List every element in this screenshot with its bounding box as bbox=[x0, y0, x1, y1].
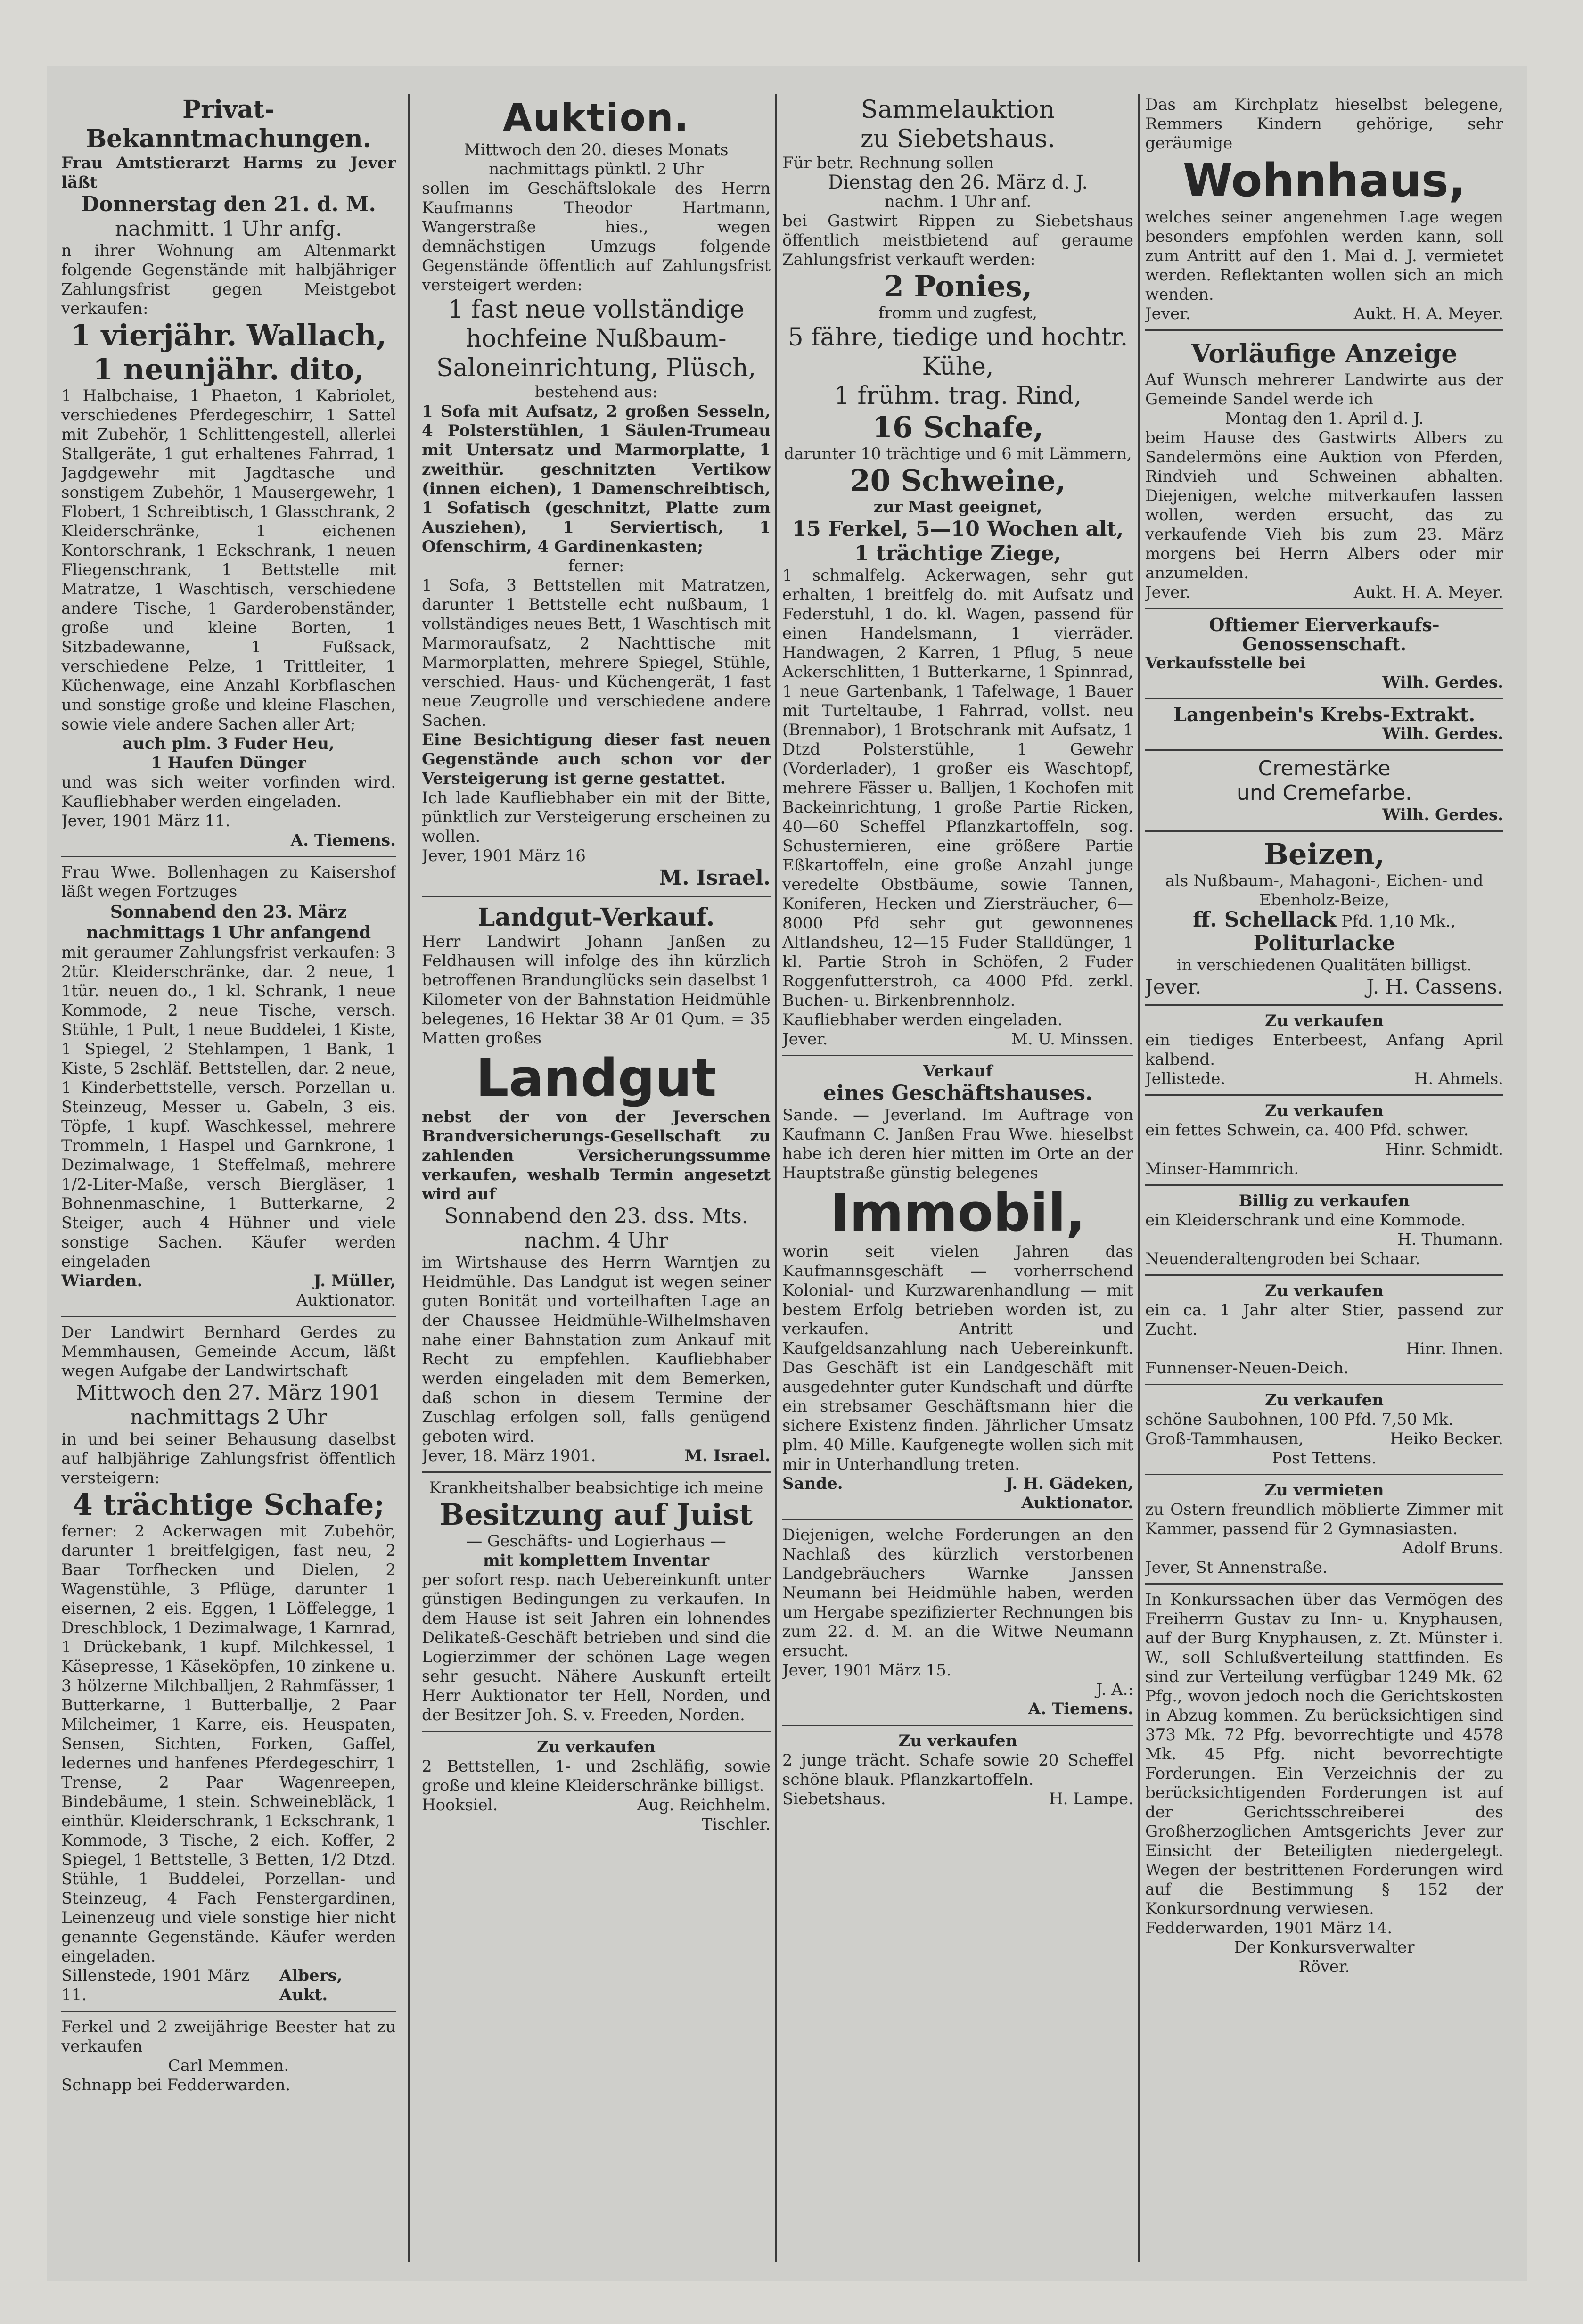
newspaper-page bbox=[47, 66, 1527, 2281]
divider bbox=[61, 2011, 396, 2012]
ad-time: nachmittags 2 Uhr bbox=[130, 1405, 328, 1429]
divider bbox=[1145, 1274, 1503, 1276]
column-2 bbox=[422, 94, 771, 2262]
ad-text: in verschiedenen Qualitäten billigst. bbox=[1176, 956, 1472, 975]
ad-bollenhagen bbox=[61, 862, 396, 1311]
ad-item: 1 Haufen Dünger bbox=[151, 754, 306, 772]
ad-text: ferner: bbox=[568, 557, 624, 575]
ad-signature: A. Tiemens. bbox=[1028, 1700, 1133, 1718]
ad-sammelauktion bbox=[782, 94, 1133, 1050]
ad-place: Jever, 1901 März 11. bbox=[61, 812, 230, 830]
ad-neumann bbox=[782, 1525, 1133, 1720]
ad-ahmels bbox=[1145, 1010, 1503, 1090]
ad-signature: Hinr. Ihnen. bbox=[1406, 1339, 1503, 1358]
ad-signature: J. H. Gädeken, bbox=[1005, 1474, 1133, 1493]
ad-heading: Vorläufige Anzeige bbox=[1191, 338, 1458, 369]
ad-role: Tischler. bbox=[701, 1815, 771, 1834]
column-rule bbox=[1138, 94, 1140, 2262]
ad-list: ferner: 2 Ackerwagen mit Zubehör, darunter 1 breitfelgigen, fast neu, 2 Baar Torfhecken und Dielen, 2 Wagenstühle, 3 Pflüge, darunter 1 eisernen, 2 eis. Eggen, 1 Löffelegge, 1 Dreschblock, 1 Dezimalwage, 1 Karnrad, 1 Drückebank, 1 kupf. Milchkessel, 1 Käsepresse, 1 Käseköpfen, 10 zinkene u. 3 hölzerne Milchballjen, 2 Rahmfässer, 1 Butterkarne, 1 Butterballje, 2 Paar Milcheimer, 1 Karre, eis. Heuspaten, Sensen, Sichten, Forken, Gaffel, ledernes und hanfenes Pferdegeschirr, 1 Trense, 2 Paar Wagenreepen, Bindebäume, 1 stein. Schweinebläck, 1 einthür. Kleiderschrank, 1 Eckschrank, 1 Kommode, 3 Tische, 2 eich. Koffer, 2 Spiegel, 1 Bettstelle, 3 Betten, 1/2 Dtzd. Stühle, 1 Buddelei, Porzellan- und Steinzeug, 4 Fach Fenstergardinen, Leinenzeug und viele sonstige hier nicht genannte Gegenstände. Käufer werden eingeladen. bbox=[61, 1522, 396, 1966]
ad-heading: Zu verkaufen bbox=[1265, 1391, 1384, 1410]
ad-place: Schnapp bei Fedderwarden. bbox=[61, 2076, 291, 2094]
ad-text: sollen im Geschäftslokale des Herrn Kaufmanns Theodor Hartmann, Wangerstraße hies., wegen demnächstigen Umzugs folgende Gegenstände öffentlich auf Zahlungsfrist versteigert werden: bbox=[422, 179, 771, 295]
ad-text: In Konkurssachen über das Vermögen des Freiherrn Gustav zu Inn- u. Knyphausen, auf der Burg Knyphausen, z. Zt. Münster i. W., soll Schlußverteilung stattfinden. Es sind zur Verteilung verfügbar 1249 Mk. 62 Pfg., wovon jedoch noch die Gerichtskosten in Abzug kommen. Zu berücksichtigen sind 373 Mk. 72 Pfg. bevorrechtigte und 4578 Mk. 45 Pfg. nicht bevorrechtigte Forderungen. Ein Verzeichnis der zu berücksichtigenden Forderungen ist auf der Gerichtsschreiberei des Großherzoglichen Amtsgerichts Jever zur Einsicht der Beteiligten niedergelegt. Wegen der bestrittenen Forderungen wird auf die Bestimmung § 152 der Konkursordnung verwiesen. bbox=[1145, 1590, 1503, 1918]
ad-place: Fedderwarden, 1901 März 14. bbox=[1145, 1919, 1393, 1938]
ad-signature: Carl Memmen. bbox=[168, 2056, 289, 2075]
ad-beizen bbox=[1145, 837, 1503, 1000]
column-rule bbox=[408, 94, 410, 2262]
ad-intro: Der Landwirt Bernhard Gerdes zu Memmhausen, Gemeinde Accum, läßt wegen Aufgabe der Landwirtschaft bbox=[61, 1323, 396, 1380]
ad-signature: Aukt. H. A. Meyer. bbox=[1353, 583, 1503, 602]
ad-thumann bbox=[1145, 1191, 1503, 1270]
ad-item: 1 trächtige Ziege, bbox=[854, 542, 1061, 566]
ad-heading: Zu verkaufen bbox=[1265, 1281, 1384, 1300]
ad-text: per sofort resp. nach Uebereinkunft unter günstigen Bedingungen zu verkaufen. In dem Hause ist seit Jahren ein lohnendes Delikateß-Geschäft betrieben und sind die Logierzimmer der schönen Lage wegen sehr gesucht. Nähere Auskunft erteilt Herr Auktionator ter Hell, Norden, und der Besitzer Joh. S. v. Freeden, Norden. bbox=[422, 1570, 771, 1725]
ad-text: schöne Saubohnen, 100 Pfd. 7,50 Mk. bbox=[1145, 1410, 1454, 1429]
ad-price: Pfd. 1,10 Mk., bbox=[1341, 912, 1456, 931]
ad-time: nachmittags pünktl. 2 Uhr bbox=[489, 160, 704, 179]
divider bbox=[782, 1519, 1133, 1520]
ad-signature: Aukt. H. A. Meyer. bbox=[1353, 304, 1503, 323]
ad-heading: Auktion. bbox=[502, 96, 690, 140]
ad-time: nachmitt. 1 Uhr anfg. bbox=[115, 217, 343, 241]
ad-role: Der Konkursverwalter bbox=[1234, 1938, 1415, 1957]
ad-geschaeftshaus bbox=[782, 1061, 1133, 1514]
ad-date: Montag den 1. April d. J. bbox=[1225, 409, 1424, 428]
ad-list: 1 schmalfelg. Ackerwagen, sehr gut erhalten, 1 breitfelg do. mit Aufsatz und Federstuhl, 1 do. kl. Wagen, passend für einen Handelsmann, 1 vierräder. Handwagen, 2 Karren, 1 Pflug, 5 neue Ackerschlitten, 1 Butterkarne, 1 Spinnrad, 1 neue Gartenbank, 1 Tafelwage, 1 Bauer mit Turteltaube, 1 Fahrrad, vollst. neu (Brennabor), 1 Brotschrank mit Aufsatz, 1 Dtzd Polsterstühle, 1 Gewehr (Vorderlader), 1 großer eis Waschtopf, mehrere Fässer u. Balljen, 1 Kochofen mit Backeinrichtung, 1 große Partie Ricken, 40—60 Scheffel Pflanzkartoffeln, sog. Schusternieren, eine größere Partie Eßkartoffeln, eine große Anzahl junge veredelte Obstbäume, sowie Tannen, Koniferen, Hecken und Ziersträucher, 6—8000 Pfd sehr gut gewonnenes Altlandsheu, 12—15 Fuder Stalldünger, 1 kl. Partie Stroh in Schöfen, 2 Fuder Roggenfutterstroh, ca 4000 Pfd. zerkl. Buchen- u. Birkenbrennholz. bbox=[782, 566, 1133, 1010]
ad-landgut bbox=[422, 902, 771, 1467]
ad-item: 1 vierjähr. Wallach, bbox=[70, 318, 387, 353]
ad-place: Minser-Hammrich. bbox=[1145, 1159, 1299, 1178]
ad-text: mit geraumer Zahlungsfrist verkaufen: 3 2tür. Kleiderschränke, dar. 2 neue, 1 1tür. neuen do., 1 kl. Schrank, 1 neue Kommode, 2 neue Tische, versch. Stühle, 1 Pult, 1 neue Buddelei, 1 Kiste, 1 Spiegel, 2 Stehlampen, 1 Bank, 1 Kiste, 5 2schläf. Bettstellen, dar. 2 neue, 1 Kinderbettstelle, versch. Porzellan u. Steinzeug, Messer u. Gabeln, 3 eis. Töpfe, 1 kupf. Waschkessel, mehrere Trommeln, 1 Haspel und Garnkrone, 1 Dezimalwage, 1 Steffelmaß, mehrere 1/2-Liter-Maße, versch Biergläser, 1 Bohnenmaschine, 1 Butterkarne, 2 Steiger, auch 4 Hühner und viele sonstige Sachen. Käufer werden eingeladen bbox=[61, 943, 396, 1271]
ad-place: Neuenderaltengroden bei Schaar. bbox=[1145, 1249, 1420, 1268]
divider bbox=[422, 1731, 771, 1732]
ad-signature: Wilh. Gerdes. bbox=[1382, 805, 1503, 824]
ad-vorlaeufige-anzeige bbox=[1145, 336, 1503, 603]
ad-time: nachm. 1 Uhr anf. bbox=[884, 192, 1032, 211]
ad-signature: Albers, Aukt. bbox=[279, 1966, 343, 2004]
ad-heading: Zu vermieten bbox=[1264, 1481, 1384, 1500]
ad-juist bbox=[422, 1478, 771, 1726]
ad-signature: M. Israel. bbox=[684, 1446, 771, 1465]
ad-heading: Landgut-Verkauf. bbox=[477, 903, 715, 932]
ad-text: zu Ostern freundlich möblierte Zimmer mit Kammer, passend für 2 Gymnasiasten. bbox=[1145, 1500, 1503, 1538]
ad-text: Sande. — Jeverland. Im Auftrage von Kaufmann C. Janßen Frau Wwe. hieselbst habe ich deren hier mitten im Orte an der Hauptstraße günstig belegenes bbox=[782, 1106, 1133, 1183]
ad-note: Eine Besichtigung dieser fast neuen Gegenstände auch schon vor der Versteigerung ist gerne gestattet. bbox=[422, 731, 771, 788]
ad-text: Kaufliebhaber werden eingeladen. bbox=[782, 1010, 1063, 1029]
ad-text: nebst der von der Jeverschen Brandversicherungs-Gesellschaft zu zahlenden Versicherungssumme verkaufen, weshalb Termin angesetzt wird auf bbox=[422, 1108, 771, 1204]
ad-intro: Das am Kirchplatz hieselbst belegene, Remmers Kindern gehörige, sehr geräumige bbox=[1145, 95, 1503, 153]
ad-text: bestehend aus: bbox=[534, 383, 658, 402]
ad-signature: M. Israel. bbox=[659, 866, 771, 890]
ad-text: ein fettes Schwein, ca. 400 Pfd. schwer. bbox=[1145, 1121, 1469, 1140]
ad-item-note: zur Mast geeignet, bbox=[873, 498, 1042, 517]
ad-text: bei Gastwirt Rippen zu Siebetshaus öffentlich meistbietend auf geraume Zahlungsfrist verkauft werden: bbox=[782, 212, 1133, 269]
divider bbox=[1145, 1583, 1503, 1585]
ad-signature: Adolf Bruns. bbox=[1402, 1539, 1503, 1558]
ad-subheading: mit komplettem Inventar bbox=[483, 1551, 710, 1570]
ad-date: Mittwoch den 20. dieses Monats bbox=[464, 140, 729, 159]
ad-place: Jellistede. bbox=[1145, 1069, 1226, 1088]
ad-date: Sonnabend den 23. dss. Mts. bbox=[444, 1204, 748, 1228]
ad-text: in und bei seiner Behausung daselbst auf halbjährige Zahlungsfrist öffentlich versteigern: bbox=[61, 1430, 396, 1487]
ad-signature: Aug. Reichhelm. bbox=[637, 1796, 771, 1815]
ad-text: Ich lade Kaufliebhaber ein mit der Bitte, pünktlich zur Versteigerung erscheinen zu wollen. bbox=[422, 788, 771, 846]
column-4 bbox=[1145, 94, 1503, 2262]
divider bbox=[1145, 1184, 1503, 1186]
ad-list: 1 Sofa, 3 Bettstellen mit Matratzen, darunter 1 Bettstelle echt nußbaum, 1 vollständiges neues Bett, 1 Waschtisch mit Marmoraufsatz, 2 Nachttische mit Marmorplatten, mehrere Spiegel, Stühle, verschied. Haus- und Küchengerät, 1 fast neue Zeugrolle und verschiedene andere Sachen. bbox=[422, 576, 771, 730]
ad-text: im Wirtshause des Herrn Warntjen zu Heidmühle. Das Landgut ist wegen seiner guten Bonität und vorteilhaften Lage an der Chaussee Heidmühle-Wilhelmshaven nahe einer Bahnstation zum Ankauf mit Recht zu empfehlen. Kaufliebhaber werden eingeladen mit dem Bemerken, daß schon in diesem Termine der Zuschlag erfolgen soll, falls genügend geboten wird. bbox=[422, 1253, 771, 1446]
column-1 bbox=[61, 94, 396, 2262]
column-3 bbox=[782, 94, 1133, 2262]
divider bbox=[1145, 830, 1503, 832]
ad-heading: Zu verkaufen bbox=[1265, 1101, 1384, 1120]
ad-text: n ihrer Wohnung am Altenmarkt folgende Gegenstände mit halbjähriger Zahlungsfrist gegen Meistgebot verkaufen: bbox=[61, 241, 396, 318]
ad-lampe bbox=[782, 1731, 1133, 1810]
divider bbox=[782, 1055, 1133, 1056]
divider bbox=[1145, 1474, 1503, 1475]
ad-signature: Heiko Becker. bbox=[1390, 1429, 1503, 1448]
ad-place: Jever, 1901 März 16 bbox=[422, 846, 586, 865]
divider bbox=[1145, 608, 1503, 609]
ad-schmidt bbox=[1145, 1100, 1503, 1180]
ad-text: ein ca. 1 Jahr alter Stier, passend zur Zucht. bbox=[1145, 1301, 1503, 1339]
ad-wohnhaus bbox=[1145, 94, 1503, 325]
ad-item: 5 fähre, tiedige und hochtr. Kühe, bbox=[787, 323, 1128, 381]
ad-auktion-israel bbox=[422, 94, 771, 891]
ad-role: Auktionator. bbox=[296, 1291, 396, 1310]
ad-place: Jever, St Annenstraße. bbox=[1145, 1558, 1328, 1577]
ad-text: und was sich weiter vorfinden wird. Kaufliebhaber werden eingeladen. bbox=[61, 773, 396, 811]
ad-heading: zu Siebetshaus. bbox=[860, 125, 1056, 153]
ad-text: beim Hause des Gastwirts Albers zu Sandelermöns eine Auktion von Pferden, Rindvieh und Schweinen abhalten. Diejenigen, welche mitverkaufen lassen wollen, werden ersucht, das zu verkaufende Vieh bis zum 23. März morgens bei Herrn Albers oder mir anzumelden. bbox=[1145, 428, 1503, 583]
ad-place: Jever, 1901 März 15. bbox=[782, 1661, 951, 1680]
ad-place: Jever. bbox=[1145, 975, 1202, 998]
ad-place: Jever, 18. März 1901. bbox=[422, 1446, 596, 1465]
ad-text: 2 junge trächt. Schafe sowie 20 Scheffel schöne blauk. Pflanzkartoffeln. bbox=[782, 1751, 1133, 1789]
ad-text: welches seiner angenehmen Lage wegen besonders empfohlen werden kann, soll zum Antritt auf den 1. Mai d. J. vermietet werden. Reflektanten wollen sich an mich wenden. bbox=[1145, 208, 1503, 304]
ad-heading: Zu verkaufen bbox=[1265, 1011, 1384, 1030]
ad-heading: Zu verkaufen bbox=[537, 1738, 656, 1757]
ad-signature: J. Müller, bbox=[313, 1272, 396, 1290]
ad-reichhelm bbox=[422, 1737, 771, 1835]
ad-item: 20 Schweine, bbox=[850, 463, 1066, 498]
ad-intro: Krankheitshalber beabsichtige ich meine bbox=[429, 1478, 763, 1497]
ad-heading: Besitzung auf Juist bbox=[439, 1497, 753, 1532]
ad-signature: Wilh. Gerdes. bbox=[1382, 724, 1503, 743]
divider bbox=[1145, 749, 1503, 751]
ad-text: Diejenigen, welche Forderungen an den Nachlaß des kürzlich verstorbenen Landgebräuchers Warnke Janssen Neumann bei Heidmühle haben, werden um Hergabe spezifizierter Rechnungen bis zum 22. d. M. an die Witwe Neumann ersucht. bbox=[782, 1526, 1133, 1660]
ad-krebs-extrakt bbox=[1145, 704, 1503, 745]
ad-signature: J. H. Cassens. bbox=[1366, 975, 1503, 998]
ad-place: Wiarden. bbox=[61, 1272, 143, 1290]
ad-heading: Zu verkaufen bbox=[898, 1732, 1017, 1750]
ad-text: Herr Landwirt Johann Janßen zu Feldhausen will infolge des ihn kürzlich betroffenen Brandunglücks sein daselbst 1 Kilometer von der Bahnstation Heidmühle belegenes, 16 Hektar 38 Ar 01 Qum. = 35 Matten großes bbox=[422, 932, 771, 1048]
ad-gerdes bbox=[61, 1322, 396, 2006]
column-rule bbox=[775, 94, 777, 2262]
ad-intro: Frau Amtstierarzt Harms zu Jever läßt bbox=[61, 154, 396, 192]
ad-item: 1 frühm. trag. Rind, bbox=[834, 382, 1082, 410]
ad-heading: Sammelauktion bbox=[861, 96, 1055, 124]
ad-becker bbox=[1145, 1390, 1503, 1469]
ad-text: J. A.: bbox=[1096, 1680, 1133, 1699]
divider bbox=[422, 1471, 771, 1473]
ad-list: 1 Halbchaise, 1 Phaeton, 1 Kabriolet, verschiedenes Pferdegeschirr, 1 Sattel mit Zubehör, 1 Schlittengestell, allerlei Stallgeräte, 1 gut erhaltenes Fahrrad, 1 Jagdgewehr mit Jagdtasche und sonstigem Zubehör, 1 Mausergewehr, 1 Flobert, 1 Schreibtisch, 1 Glasschrank, 2 Kleiderschränke, 1 eichenen Kontorschrank, 1 Eckschrank, 1 neuen Fliegenschrank, 1 Bettstelle mit Matratze, 1 Waschtisch, verschiedene andere Tische, 1 Garderobenständer, große und kleine Borten, 1 Sitzbadewanne, 1 Fußsack, verschiedene Pelze, 1 Trittleiter, 1 Küchenwage, eine Anzahl Korbflaschen und sonstige große und kleine Flaschen, sowie viele andere Sachen aller Art; bbox=[61, 386, 396, 734]
ad-signature: Röver. bbox=[1298, 1957, 1350, 1976]
ad-signature: Wilh. Gerdes. bbox=[1382, 673, 1503, 692]
ad-text: Ferkel und 2 zweijährige Beester hat zu verkaufen bbox=[61, 2018, 396, 2056]
ad-item: 4 trächtige Schafe; bbox=[72, 1487, 385, 1522]
divider bbox=[1145, 1384, 1503, 1385]
ad-text: als Nußbaum-, Mahagoni-, Eichen- und Ebenholz-Beize, bbox=[1165, 871, 1484, 910]
ad-place: Groß-Tammhausen, bbox=[1145, 1429, 1304, 1448]
ad-harms-auction bbox=[61, 94, 396, 851]
divider bbox=[61, 1316, 396, 1317]
ad-big-heading: Immobil, bbox=[830, 1183, 1086, 1243]
ad-place: Jever. bbox=[1145, 583, 1191, 602]
ad-signature: Hinr. Schmidt. bbox=[1385, 1140, 1503, 1159]
ad-date: Dienstag den 26. März d. J. bbox=[828, 172, 1088, 193]
ad-list: 1 Sofa mit Aufsatz, 2 großen Sesseln, 4 Polsterstühlen, 1 Säulen-Trumeau mit Untersatz und Marmorplatte, 1 zweithür. geschnitzten Vertikow (innen eichen), 1 Damenschreibtisch, 1 Sofatisch (geschnitzt, Platte zum Ausziehen), 1 Serviertisch, 1 Ofenschirm, 4 Gardinenkasten; bbox=[422, 402, 771, 556]
ad-time: nachm. 4 Uhr bbox=[524, 1229, 668, 1253]
ad-subheading: — Geschäfts- und Logierhaus — bbox=[466, 1532, 726, 1551]
ad-text: ein tiediges Enterbeest, Anfang April kalbend. bbox=[1145, 1031, 1503, 1069]
ad-heading: Langenbein's Krebs-Extrakt. bbox=[1173, 704, 1476, 726]
ad-text: 2 Bettstellen, 1- und 2schläfig, sowie große und kleine Kleiderschränke billigst. bbox=[422, 1757, 771, 1795]
ad-big-heading: Landgut bbox=[476, 1048, 717, 1108]
ad-item: ff. Schellack bbox=[1193, 908, 1337, 932]
divider bbox=[1145, 698, 1503, 699]
ad-signature: M. U. Minssen. bbox=[1011, 1030, 1133, 1049]
divider bbox=[1145, 1094, 1503, 1096]
ad-heading: und Cremefarbe. bbox=[1236, 781, 1412, 805]
ad-date: Mittwoch den 27. März 1901 bbox=[76, 1381, 381, 1405]
ad-item-note: darunter 10 trächtige und 6 mit Lämmern, bbox=[784, 444, 1132, 463]
ad-heading: eines Geschäftshauses. bbox=[823, 1081, 1093, 1105]
ad-place: Jever. bbox=[782, 1030, 828, 1049]
ad-eierverkauf bbox=[1145, 614, 1503, 693]
ad-item: 16 Schafe, bbox=[872, 410, 1044, 444]
ad-text: worin seit vielen Jahren das Kaufmannsgeschäft — vorherrschend Kolonial- und Kurzwarenhandlung — mit bestem Erfolg betrieben worden ist, zu verkaufen. Antritt und Kaufgeldsanzahlung nach Uebereinkunft. Das Geschäft ist ein Landgeschäft mit ausgedehnter guter Kundschaft und dürfte ein strebsamer Geschäftsmann hier die sichere Existenz finden. Jährlicher Umsatz plm. 40 Mille. Kaufgenegte wollen sich mit mir in Unterhandlung treten. bbox=[782, 1242, 1133, 1474]
ad-place: Funnenser-Neuen-Deich. bbox=[1145, 1359, 1349, 1378]
ad-intro: Frau Wwe. Bollenhagen zu Kaisershof läßt wegen Fortzuges bbox=[61, 863, 396, 901]
ad-place: Sande. bbox=[782, 1474, 843, 1493]
ad-memmen bbox=[61, 2017, 396, 2096]
ad-place: Sillenstede, 1901 März 11. bbox=[61, 1966, 250, 2004]
ad-item: 1 neunjähr. dito, bbox=[93, 352, 364, 386]
ad-place: Post Tettens. bbox=[1272, 1449, 1377, 1468]
ad-heading: Oftiemer Eierverkaufs-Genossenschaft. bbox=[1209, 614, 1440, 655]
ad-role: Auktionator. bbox=[1021, 1494, 1133, 1512]
ad-place: Hooksiel. bbox=[422, 1796, 498, 1815]
ad-cremestaerke bbox=[1145, 756, 1503, 826]
ad-date: Sonnabend den 23. März bbox=[110, 902, 347, 922]
ad-signature: H. Ahmels. bbox=[1414, 1069, 1503, 1088]
ad-heading: Verkauf bbox=[923, 1062, 993, 1081]
divider bbox=[1145, 329, 1503, 331]
ad-intro: Auf Wunsch mehrerer Landwirte aus der Gemeinde Sandel werde ich bbox=[1145, 370, 1503, 409]
ad-time: nachmittags 1 Uhr anfangend bbox=[86, 923, 371, 943]
ad-bruns bbox=[1145, 1480, 1503, 1578]
ad-text: ein Kleiderschrank und eine Kommode. bbox=[1145, 1211, 1466, 1230]
ad-item: auch plm. 3 Fuder Heu, bbox=[123, 734, 335, 753]
ad-text: Verkaufsstelle bei bbox=[1145, 654, 1306, 673]
ad-intro: Für betr. Rechnung sollen bbox=[782, 154, 994, 172]
ad-item: 1 fast neue vollständige hochfeine Nußbaum-Saloneinrichtung, Plüsch, bbox=[436, 296, 756, 382]
ad-heading: Beizen, bbox=[1263, 837, 1385, 871]
ad-item-note: fromm und zugfest, bbox=[878, 304, 1038, 322]
divider bbox=[782, 1725, 1133, 1726]
divider bbox=[1145, 1004, 1503, 1006]
section-heading: Privat-Bekanntmachungen. bbox=[86, 95, 371, 153]
ad-signature: H. Lampe. bbox=[1049, 1790, 1133, 1808]
ad-konkurs bbox=[1145, 1589, 1503, 1978]
ad-place: Jever. bbox=[1145, 304, 1191, 323]
ad-heading: Cremestärke bbox=[1258, 756, 1391, 780]
ad-big-heading: Wohnhaus, bbox=[1182, 154, 1466, 207]
divider bbox=[61, 856, 396, 857]
ad-item: 15 Ferkel, 5—10 Wochen alt, bbox=[792, 517, 1124, 541]
ad-date: Donnerstag den 21. d. M. bbox=[81, 192, 376, 216]
ad-signature: A. Tiemens. bbox=[290, 831, 396, 850]
ad-place: Siebetshaus. bbox=[782, 1790, 886, 1808]
ad-signature: H. Thumann. bbox=[1397, 1230, 1503, 1249]
ad-heading: Billig zu verkaufen bbox=[1239, 1191, 1410, 1210]
ad-heading: Politurlacke bbox=[1253, 931, 1395, 955]
ad-ihnen bbox=[1145, 1281, 1503, 1379]
divider bbox=[422, 896, 771, 897]
ad-item: 2 Ponies, bbox=[883, 269, 1033, 304]
